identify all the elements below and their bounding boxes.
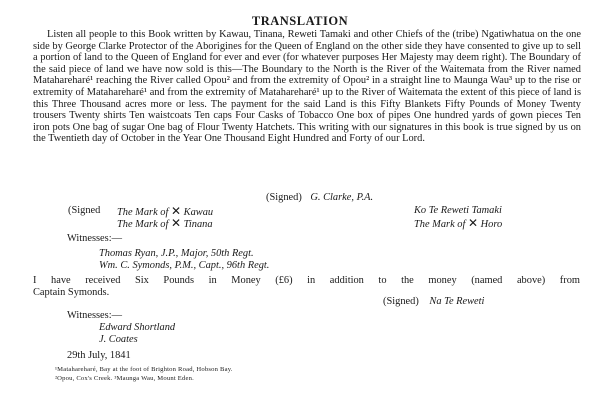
signed-label: (Signed)	[383, 296, 419, 307]
signed-label: (Signed)	[266, 192, 302, 203]
receipt-line-1: I have received Six Pounds in Money (£6) in addition to the money (named above) from	[33, 275, 580, 286]
mark-cross-icon: ✕	[170, 216, 182, 230]
mark-of-label: The Mark of	[117, 207, 169, 218]
signed-clarke-line	[266, 192, 373, 204]
witness-symonds: Wm. C. Symonds, P.M., Capt., 96th Regt.	[99, 260, 270, 271]
footnote-2: ²Opou, Cox's Creek. ³Maunga Wau, Mount Eden.	[55, 375, 194, 382]
signer-clarke: G. Clarke, P.A.	[310, 192, 374, 203]
mark-cross-icon: ✕	[467, 216, 479, 230]
mark-horo-name: Horo	[480, 219, 503, 230]
main-paragraph: Listen all people to this Book written by Kawau, Tinana, Reweti Tamaki and other Chiefs of the (tribe) Ngatiwhatua on the one side by George Clarke Protector of the Aborigines for the Queen of England on the other side they have consented to give up to sell a portion of land to the Queen of England for ever and ever (for whatever purposes Her Majesty may deem right). The Boundary of the said piece of land we have now sold is this—The Boundary to the North is the River of the Waitemata from the River named Matahareharé¹ reaching the River called Opou² and from the extremity of Opou² in a straight line to Maunga Wau³ up to the rise or extremity of Matahareharé¹ and from the extremity of Matahareharé¹ up to the River of Waitemata the extent of this piece of land is this Three Thousand acres more or less. The payment for the said Land is this Fifty Blankets Fifty Pounds of Money Twenty trousers Twenty shirts Ten waistcoats Ten caps Four Casks of Tobacco One box of pipes One hundred yards of gown pieces Ten iron pots One bag of sugar One bag of Flour Twenty Hatchets. This writing with our signatures in this book is true signed by us on the Twentieth day of October in the Year One Thousand Eight Hundred and Forty of our Lord.	[33, 29, 581, 145]
witnesses-label: Witnesses:—	[67, 310, 122, 321]
witness-coates: J. Coates	[99, 334, 138, 345]
receipt-line-2: Captain Symonds.	[33, 287, 110, 298]
footnote-1: ¹Matahareharé, Bay at the foot of Brighton Road, Hobson Bay.	[55, 366, 233, 373]
mark-tinana	[117, 217, 213, 231]
ko-te-reweti: Ko Te Reweti Tamaki	[414, 205, 502, 216]
mark-of-label: The Mark of	[414, 219, 466, 230]
witnesses-label: Witnesses:—	[67, 233, 122, 244]
mark-cross-icon: ✕	[170, 204, 182, 218]
document-title: TRANSLATION	[251, 14, 349, 28]
signer-reweti: Na Te Reweti	[429, 296, 485, 307]
signed-open-label: (Signed	[68, 205, 101, 216]
document-date: 29th July, 1841	[67, 350, 131, 361]
mark-of-label: The Mark of	[117, 219, 169, 230]
signed-reweti-line	[383, 296, 484, 308]
witness-shortland: Edward Shortland	[99, 322, 176, 333]
mark-horo	[414, 217, 502, 231]
witness-ryan: Thomas Ryan, J.P., Major, 50th Regt.	[99, 248, 254, 259]
mark-tinana-name: Tinana	[183, 219, 213, 230]
mark-kawau-name: Kawau	[183, 207, 214, 218]
